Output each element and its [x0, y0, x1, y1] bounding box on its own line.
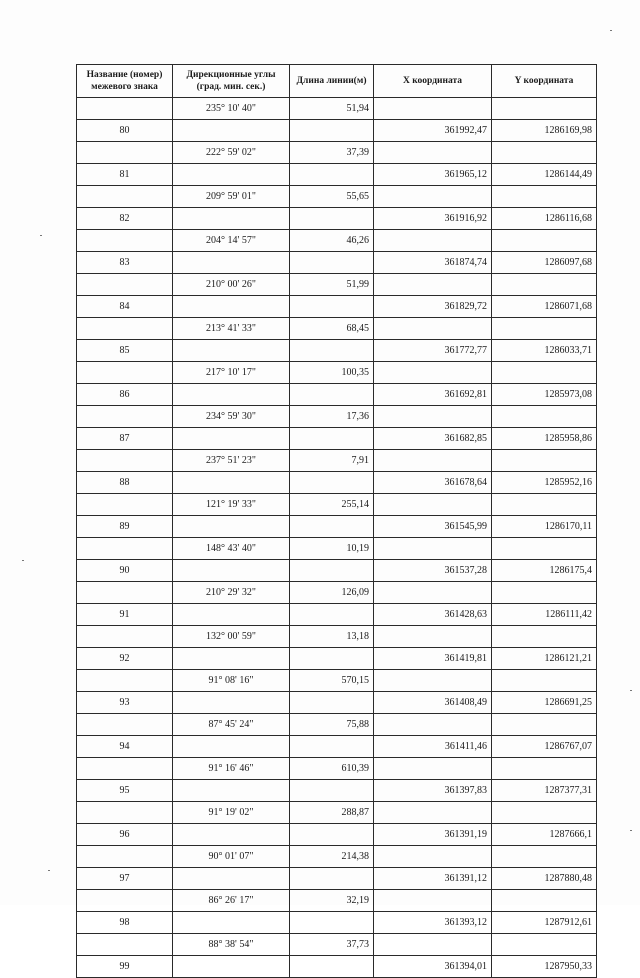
segment-angle: 204° 14' 57"	[173, 230, 290, 252]
segment-y-cell	[492, 450, 597, 472]
point-name: 96	[77, 824, 173, 846]
segment-angle: 91° 08' 16"	[173, 670, 290, 692]
point-row	[77, 252, 597, 274]
segment-x-cell	[374, 362, 492, 384]
segment-length: 55,65	[290, 186, 374, 208]
point-name: 93	[77, 692, 173, 714]
point-angle-cell	[173, 692, 290, 714]
segment-name-cell	[77, 626, 173, 648]
segment-length: 7,91	[290, 450, 374, 472]
segment-length: 288,87	[290, 802, 374, 824]
segment-length: 100,35	[290, 362, 374, 384]
segment-x-cell	[374, 186, 492, 208]
segment-length: 37,39	[290, 142, 374, 164]
point-name: 86	[77, 384, 173, 406]
header-row	[77, 65, 597, 98]
point-length-cell	[290, 208, 374, 230]
segment-y-cell	[492, 406, 597, 428]
point-y: 1286144,49	[492, 164, 597, 186]
point-name: 89	[77, 516, 173, 538]
segment-length: 10,19	[290, 538, 374, 560]
point-length-cell	[290, 164, 374, 186]
segment-row	[77, 274, 597, 296]
segment-y-cell	[492, 670, 597, 692]
segment-row	[77, 934, 597, 956]
point-angle-cell	[173, 648, 290, 670]
segment-angle: 121° 19' 33"	[173, 494, 290, 516]
point-length-cell	[290, 868, 374, 890]
point-y: 1285973,08	[492, 384, 597, 406]
point-length-cell	[290, 384, 374, 406]
point-x: 361393,12	[374, 912, 492, 934]
point-name: 81	[77, 164, 173, 186]
segment-x-cell	[374, 802, 492, 824]
point-row	[77, 208, 597, 230]
point-x: 361678,64	[374, 472, 492, 494]
point-y: 1286097,68	[492, 252, 597, 274]
segment-name-cell	[77, 230, 173, 252]
segment-row	[77, 626, 597, 648]
point-row	[77, 780, 597, 802]
point-angle-cell	[173, 384, 290, 406]
segment-angle: 210° 29' 32"	[173, 582, 290, 604]
segment-length: 32,19	[290, 890, 374, 912]
segment-y-cell	[492, 714, 597, 736]
point-length-cell	[290, 692, 374, 714]
header-name: Название (номер) межевого знака	[77, 65, 173, 98]
segment-length: 13,18	[290, 626, 374, 648]
segment-name-cell	[77, 142, 173, 164]
point-y: 1286175,4	[492, 560, 597, 582]
segment-y-cell	[492, 186, 597, 208]
segment-length: 51,94	[290, 98, 374, 120]
point-y: 1286071,68	[492, 296, 597, 318]
point-angle-cell	[173, 208, 290, 230]
segment-x-cell	[374, 582, 492, 604]
point-angle-cell	[173, 956, 290, 978]
point-length-cell	[290, 912, 374, 934]
point-angle-cell	[173, 736, 290, 758]
segment-y-cell	[492, 758, 597, 780]
point-x: 361874,74	[374, 252, 492, 274]
scan-speck	[610, 30, 612, 31]
segment-angle: 222° 59' 02"	[173, 142, 290, 164]
point-row	[77, 956, 597, 978]
segment-y-cell	[492, 846, 597, 868]
point-length-cell	[290, 340, 374, 362]
point-row	[77, 736, 597, 758]
point-name: 88	[77, 472, 173, 494]
point-y: 1287950,33	[492, 956, 597, 978]
point-length-cell	[290, 516, 374, 538]
segment-x-cell	[374, 494, 492, 516]
segment-row	[77, 98, 597, 120]
header-length: Длина линии(м)	[290, 65, 374, 98]
segment-angle: 87° 45' 24"	[173, 714, 290, 736]
point-x: 361391,19	[374, 824, 492, 846]
point-length-cell	[290, 296, 374, 318]
segment-row	[77, 230, 597, 252]
segment-x-cell	[374, 934, 492, 956]
point-y: 1286170,11	[492, 516, 597, 538]
segment-name-cell	[77, 362, 173, 384]
segment-name-cell	[77, 802, 173, 824]
segment-length: 570,15	[290, 670, 374, 692]
segment-row	[77, 362, 597, 384]
point-angle-cell	[173, 868, 290, 890]
segment-angle: 209° 59' 01"	[173, 186, 290, 208]
segment-y-cell	[492, 934, 597, 956]
segment-y-cell	[492, 362, 597, 384]
point-x: 361428,63	[374, 604, 492, 626]
point-y: 1286033,71	[492, 340, 597, 362]
segment-x-cell	[374, 98, 492, 120]
segment-length: 126,09	[290, 582, 374, 604]
point-row	[77, 912, 597, 934]
segment-name-cell	[77, 758, 173, 780]
point-name: 91	[77, 604, 173, 626]
point-row	[77, 648, 597, 670]
segment-name-cell	[77, 494, 173, 516]
point-angle-cell	[173, 780, 290, 802]
segment-y-cell	[492, 318, 597, 340]
point-angle-cell	[173, 120, 290, 142]
point-x: 361916,92	[374, 208, 492, 230]
point-y: 1285958,86	[492, 428, 597, 450]
segment-row	[77, 582, 597, 604]
point-angle-cell	[173, 164, 290, 186]
point-length-cell	[290, 560, 374, 582]
point-angle-cell	[173, 912, 290, 934]
segment-angle: 237° 51' 23"	[173, 450, 290, 472]
point-y: 1286169,98	[492, 120, 597, 142]
segment-row	[77, 670, 597, 692]
segment-length: 46,26	[290, 230, 374, 252]
point-y: 1287666,1	[492, 824, 597, 846]
point-row	[77, 340, 597, 362]
point-x: 361992,47	[374, 120, 492, 142]
point-name: 83	[77, 252, 173, 274]
segment-name-cell	[77, 934, 173, 956]
segment-row	[77, 846, 597, 868]
segment-y-cell	[492, 98, 597, 120]
segment-name-cell	[77, 318, 173, 340]
segment-y-cell	[492, 582, 597, 604]
point-name: 84	[77, 296, 173, 318]
scan-speck	[48, 870, 50, 871]
header-y: Y координата	[492, 65, 597, 98]
segment-name-cell	[77, 890, 173, 912]
point-length-cell	[290, 736, 374, 758]
segment-angle: 148° 43' 40"	[173, 538, 290, 560]
point-y: 1286111,42	[492, 604, 597, 626]
point-length-cell	[290, 604, 374, 626]
segment-angle: 213° 41' 33"	[173, 318, 290, 340]
segment-name-cell	[77, 846, 173, 868]
point-x: 361537,28	[374, 560, 492, 582]
segment-row	[77, 538, 597, 560]
point-x: 361408,49	[374, 692, 492, 714]
segment-angle: 210° 00' 26"	[173, 274, 290, 296]
segment-name-cell	[77, 582, 173, 604]
point-name: 95	[77, 780, 173, 802]
point-y: 1285952,16	[492, 472, 597, 494]
segment-angle: 132° 00' 59"	[173, 626, 290, 648]
point-length-cell	[290, 252, 374, 274]
point-y: 1286116,68	[492, 208, 597, 230]
point-length-cell	[290, 648, 374, 670]
point-name: 90	[77, 560, 173, 582]
segment-angle: 91° 16' 46"	[173, 758, 290, 780]
segment-row	[77, 714, 597, 736]
segment-y-cell	[492, 626, 597, 648]
scan-speck	[630, 830, 632, 831]
point-row	[77, 824, 597, 846]
segment-x-cell	[374, 714, 492, 736]
segment-row	[77, 186, 597, 208]
segment-x-cell	[374, 538, 492, 560]
point-row	[77, 604, 597, 626]
point-y: 1286767,07	[492, 736, 597, 758]
point-length-cell	[290, 956, 374, 978]
segment-row	[77, 142, 597, 164]
segment-name-cell	[77, 538, 173, 560]
point-name: 92	[77, 648, 173, 670]
point-angle-cell	[173, 252, 290, 274]
segment-x-cell	[374, 274, 492, 296]
table-body	[77, 98, 597, 978]
header-x: X координата	[374, 65, 492, 98]
point-x: 361391,12	[374, 868, 492, 890]
segment-angle: 88° 38' 54"	[173, 934, 290, 956]
point-name: 87	[77, 428, 173, 450]
scan-speck	[40, 235, 42, 236]
point-row	[77, 120, 597, 142]
segment-row	[77, 406, 597, 428]
header-angle: Дирекционные углы (град. мин. сек.)	[173, 65, 290, 98]
point-length-cell	[290, 824, 374, 846]
point-length-cell	[290, 780, 374, 802]
segment-angle: 86° 26' 17"	[173, 890, 290, 912]
segment-x-cell	[374, 626, 492, 648]
point-angle-cell	[173, 560, 290, 582]
point-x: 361394,01	[374, 956, 492, 978]
point-name: 80	[77, 120, 173, 142]
point-length-cell	[290, 120, 374, 142]
segment-x-cell	[374, 758, 492, 780]
segment-x-cell	[374, 890, 492, 912]
point-x: 361772,77	[374, 340, 492, 362]
point-y: 1287880,48	[492, 868, 597, 890]
segment-name-cell	[77, 714, 173, 736]
segment-x-cell	[374, 846, 492, 868]
segment-x-cell	[374, 230, 492, 252]
point-angle-cell	[173, 296, 290, 318]
segment-angle: 235° 10' 40"	[173, 98, 290, 120]
segment-row	[77, 802, 597, 824]
segment-row	[77, 890, 597, 912]
segment-y-cell	[492, 274, 597, 296]
segment-length: 51,99	[290, 274, 374, 296]
point-row	[77, 560, 597, 582]
point-angle-cell	[173, 604, 290, 626]
segment-length: 37,73	[290, 934, 374, 956]
segment-y-cell	[492, 538, 597, 560]
segment-length: 610,39	[290, 758, 374, 780]
segment-name-cell	[77, 274, 173, 296]
point-angle-cell	[173, 824, 290, 846]
boundary-table	[76, 64, 597, 978]
point-angle-cell	[173, 428, 290, 450]
point-length-cell	[290, 472, 374, 494]
point-angle-cell	[173, 340, 290, 362]
point-x: 361829,72	[374, 296, 492, 318]
scan-speck	[630, 690, 632, 691]
segment-length: 17,36	[290, 406, 374, 428]
point-name: 97	[77, 868, 173, 890]
point-name: 85	[77, 340, 173, 362]
segment-y-cell	[492, 890, 597, 912]
point-x: 361411,46	[374, 736, 492, 758]
segment-length: 255,14	[290, 494, 374, 516]
segment-row	[77, 758, 597, 780]
segment-length: 214,38	[290, 846, 374, 868]
segment-x-cell	[374, 142, 492, 164]
point-x: 361545,99	[374, 516, 492, 538]
point-name: 99	[77, 956, 173, 978]
segment-row	[77, 318, 597, 340]
segment-x-cell	[374, 318, 492, 340]
point-angle-cell	[173, 516, 290, 538]
point-row	[77, 384, 597, 406]
point-y: 1287377,31	[492, 780, 597, 802]
segment-length: 68,45	[290, 318, 374, 340]
point-name: 94	[77, 736, 173, 758]
segment-y-cell	[492, 494, 597, 516]
segment-x-cell	[374, 450, 492, 472]
segment-angle: 234° 59' 30"	[173, 406, 290, 428]
point-y: 1286121,21	[492, 648, 597, 670]
segment-y-cell	[492, 802, 597, 824]
segment-name-cell	[77, 406, 173, 428]
point-x: 361682,85	[374, 428, 492, 450]
segment-angle: 90° 01' 07"	[173, 846, 290, 868]
point-row	[77, 296, 597, 318]
segment-length: 75,88	[290, 714, 374, 736]
point-name: 98	[77, 912, 173, 934]
point-row	[77, 516, 597, 538]
point-x: 361692,81	[374, 384, 492, 406]
point-x: 361965,12	[374, 164, 492, 186]
scan-speck	[22, 560, 24, 561]
point-length-cell	[290, 428, 374, 450]
point-row	[77, 692, 597, 714]
point-row	[77, 428, 597, 450]
segment-y-cell	[492, 142, 597, 164]
point-row	[77, 868, 597, 890]
segment-angle: 217° 10' 17"	[173, 362, 290, 384]
segment-name-cell	[77, 670, 173, 692]
point-row	[77, 472, 597, 494]
segment-row	[77, 450, 597, 472]
segment-y-cell	[492, 230, 597, 252]
segment-name-cell	[77, 98, 173, 120]
point-row	[77, 164, 597, 186]
point-name: 82	[77, 208, 173, 230]
segment-row	[77, 494, 597, 516]
segment-angle: 91° 19' 02"	[173, 802, 290, 824]
point-angle-cell	[173, 472, 290, 494]
point-x: 361397,83	[374, 780, 492, 802]
segment-x-cell	[374, 670, 492, 692]
point-y: 1286691,25	[492, 692, 597, 714]
point-x: 361419,81	[374, 648, 492, 670]
segment-name-cell	[77, 450, 173, 472]
segment-x-cell	[374, 406, 492, 428]
segment-name-cell	[77, 186, 173, 208]
point-y: 1287912,61	[492, 912, 597, 934]
